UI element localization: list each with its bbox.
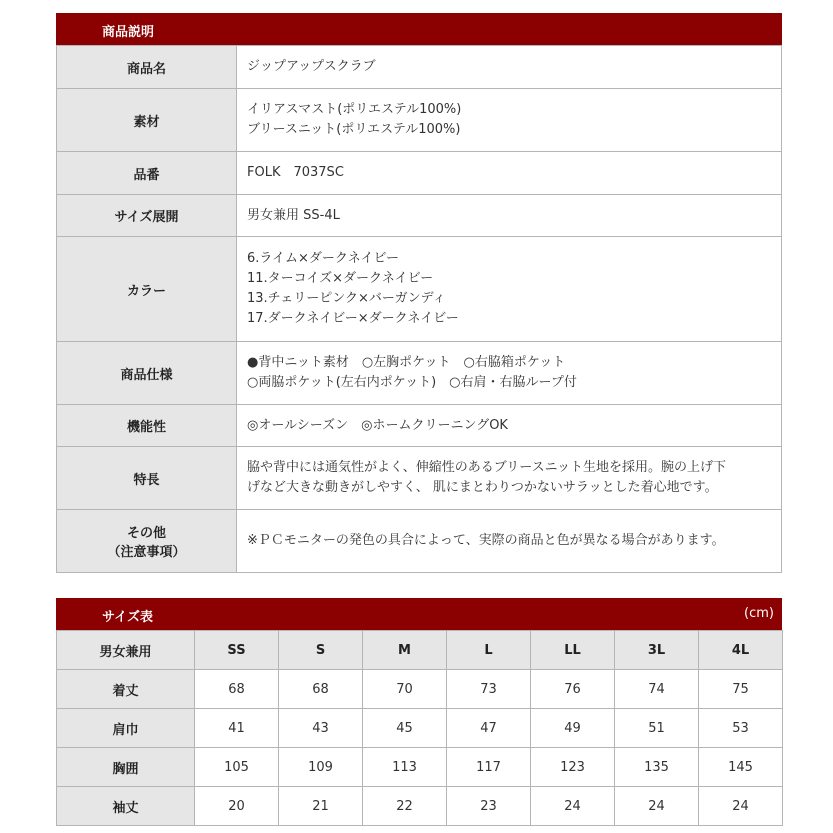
- size-col-header: 3L: [615, 631, 699, 670]
- row-specs: [57, 342, 782, 405]
- size-cell: 20: [195, 787, 279, 826]
- value-size-range: [237, 195, 782, 237]
- label-product-name: 商品名: [57, 46, 237, 89]
- row-notes: [57, 510, 782, 573]
- row-color: [57, 237, 782, 342]
- size-row-header: 袖丈: [57, 787, 195, 826]
- value-line: げなど大きな動きがしやすく、 肌にまとわりつかないサラッとした着心地です。: [247, 480, 718, 495]
- label-size-range: サイズ展開: [57, 195, 237, 237]
- value-line: 6.ライム×ダークネイビー: [247, 251, 399, 266]
- size-cell: 70: [363, 670, 447, 709]
- size-header-row: [57, 631, 783, 670]
- size-col-header: SS: [195, 631, 279, 670]
- table-row: [57, 709, 783, 748]
- size-cell: 117: [447, 748, 531, 787]
- value-line: ※ＰＣモニターの発色の具合によって、実際の商品と色が異なる場合があります。: [247, 533, 725, 548]
- label-features: 特長: [57, 447, 237, 510]
- label-material: 素材: [57, 89, 237, 152]
- value-line: ジップアップスクラブ: [247, 59, 376, 74]
- size-cell: 53: [699, 709, 783, 748]
- description-title: 商品説明: [102, 25, 155, 40]
- size-row-header: 胸囲: [57, 748, 195, 787]
- size-cell: 105: [195, 748, 279, 787]
- size-cell: 43: [279, 709, 363, 748]
- size-col-header: 4L: [699, 631, 783, 670]
- value-material: [237, 89, 782, 152]
- size-cell: 24: [615, 787, 699, 826]
- value-line: 17.ダークネイビー×ダークネイビー: [247, 311, 459, 326]
- size-chart-unit: (cm): [744, 606, 774, 621]
- row-size-range: [57, 195, 782, 237]
- size-cell: 145: [699, 748, 783, 787]
- size-cell: 51: [615, 709, 699, 748]
- value-line: ブリースニット(ポリエステル100%): [247, 122, 461, 137]
- size-cell: 76: [531, 670, 615, 709]
- size-cell: 22: [363, 787, 447, 826]
- value-line: ●背中ニット素材 ○左胸ポケット ○右脇箱ポケット: [247, 355, 566, 370]
- size-cell: 21: [279, 787, 363, 826]
- label-color: カラー: [57, 237, 237, 342]
- size-row-header: 肩巾: [57, 709, 195, 748]
- size-col-header: LL: [531, 631, 615, 670]
- row-item-number: [57, 152, 782, 195]
- size-cell: 45: [363, 709, 447, 748]
- size-row-header: 着丈: [57, 670, 195, 709]
- value-line: 13.チェリーピンク×バーガンディ: [247, 291, 446, 306]
- size-cell: 24: [531, 787, 615, 826]
- value-notes: [237, 510, 782, 573]
- size-chart-title: サイズ表: [102, 610, 153, 625]
- size-col-header: L: [447, 631, 531, 670]
- row-product-name: [57, 46, 782, 89]
- value-line: ○両脇ポケット(左右内ポケット) ○右肩・右脇ループ付: [247, 375, 577, 390]
- value-features: [237, 447, 782, 510]
- label-specs: 商品仕様: [57, 342, 237, 405]
- size-chart-header: [56, 598, 782, 630]
- label-item-number: 品番: [57, 152, 237, 195]
- size-cell: 135: [615, 748, 699, 787]
- label-line: （注意事項）: [107, 545, 186, 560]
- value-product-name: [237, 46, 782, 89]
- size-cell: 123: [531, 748, 615, 787]
- row-functionality: [57, 405, 782, 447]
- value-specs: [237, 342, 782, 405]
- size-col-header: S: [279, 631, 363, 670]
- size-chart-section: [56, 598, 782, 826]
- value-line: 男女兼用 SS-4L: [247, 207, 340, 223]
- label-functionality: 機能性: [57, 405, 237, 447]
- size-cell: 47: [447, 709, 531, 748]
- product-description-section: [56, 13, 782, 573]
- description-table: [56, 45, 782, 573]
- value-line: 11.ターコイズ×ダークネイビー: [247, 271, 434, 286]
- size-cell: 68: [279, 670, 363, 709]
- size-cell: 41: [195, 709, 279, 748]
- size-cell: 23: [447, 787, 531, 826]
- value-line: 脇や背中には通気性がよく、伸縮性のあるブリースニット生地を採用。腕の上げ下: [247, 460, 727, 475]
- table-row: [57, 748, 783, 787]
- label-line: その他: [126, 526, 166, 541]
- value-line: FOLK 7037SC: [247, 165, 344, 180]
- value-line: イリアスマスト(ポリエステル100%): [247, 102, 462, 117]
- table-row: [57, 670, 783, 709]
- size-cell: 73: [447, 670, 531, 709]
- row-material: [57, 89, 782, 152]
- value-color: [237, 237, 782, 342]
- value-line: ◎オールシーズン ◎ホームクリーニングOK: [247, 417, 508, 433]
- size-cell: 74: [615, 670, 699, 709]
- size-cell: 24: [699, 787, 783, 826]
- value-functionality: [237, 405, 782, 447]
- size-cell: 113: [363, 748, 447, 787]
- size-chart-table: [56, 630, 783, 826]
- size-col-header: M: [363, 631, 447, 670]
- label-notes: [57, 510, 237, 573]
- row-features: [57, 447, 782, 510]
- size-cell: 75: [699, 670, 783, 709]
- value-item-number: [237, 152, 782, 195]
- size-cell: 49: [531, 709, 615, 748]
- size-corner: 男女兼用: [57, 631, 195, 670]
- table-row: [57, 787, 783, 826]
- description-header: [56, 13, 782, 45]
- size-cell: 109: [279, 748, 363, 787]
- size-cell: 68: [195, 670, 279, 709]
